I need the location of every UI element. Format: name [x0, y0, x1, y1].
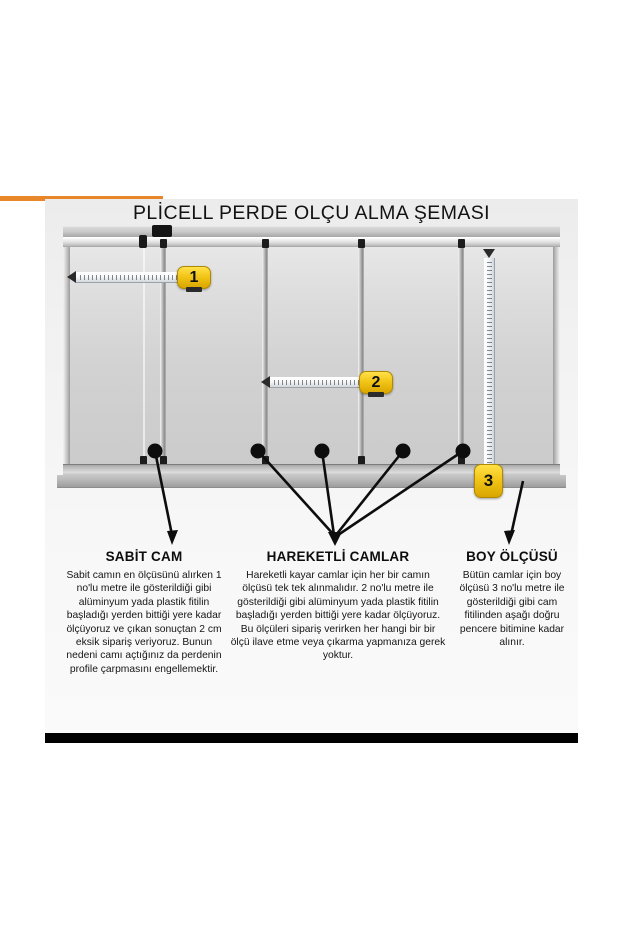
right-jamb	[553, 247, 560, 464]
caption-column-boy-olcusu	[448, 549, 576, 649]
caption-column-sabit-cam	[60, 549, 228, 676]
tape-2-ticks	[274, 380, 360, 385]
badge-3	[474, 464, 503, 498]
sliding-glass-door-diagram	[55, 226, 568, 506]
mullion-2	[262, 247, 268, 464]
badge-2-foot	[368, 392, 384, 397]
callout-arrow-sabit	[167, 530, 178, 545]
badge-2-label: 2	[371, 374, 381, 391]
roller-clip-top-3	[358, 239, 365, 248]
tape-3-ticks	[487, 262, 492, 465]
diagram-content-panel	[45, 199, 578, 737]
top-hinge-block	[152, 225, 172, 237]
top-carrier-bracket	[139, 235, 147, 248]
black-footer-bar	[45, 733, 578, 743]
tape-measure-1-blade	[76, 272, 180, 283]
tape-2-arrow	[261, 376, 270, 388]
caption-column-hareketli-camlar	[230, 549, 446, 663]
badge-1-label: 1	[189, 269, 199, 286]
mullion-4	[458, 247, 464, 464]
roller-clip-top-2	[262, 239, 269, 248]
badge-2	[359, 371, 393, 394]
caption-body-sabit-cam: Sabit camın en ölçüsünü alırken 1 no'lu metre ile gösterildiği gibi alüminyum yada plastik fitilin başladığı yerden bittiği yere kadar ölçüyoruz ve çıkan sonuçtan 2 cm eksik sipariş veriyoruz. Bunun nedeni camı açtığınız da perdenin profile çarpmasını engellemektir.	[66, 570, 222, 675]
callout-arrow-boy	[504, 530, 515, 545]
caption-heading-sabit-cam: SABİT CAM	[105, 549, 183, 564]
tape-3-arrow	[483, 249, 495, 258]
roller-clip-top-1	[160, 239, 167, 248]
tape-measure-2-blade	[270, 377, 362, 388]
caption-heading-boy-olcusu: BOY ÖLÇÜSÜ	[466, 549, 558, 564]
tape-1-arrow	[67, 271, 76, 283]
tape-1-ticks	[80, 275, 178, 280]
mullion-3	[358, 247, 364, 464]
tape-measure-3-blade	[484, 258, 495, 467]
page-title: PLİCELL PERDE OLÇU ALMA ŞEMASI	[133, 202, 490, 224]
caption-body-hareketli-camlar: Hareketli kayar camlar için her bir camın ölçüsü tek tek alınmalıdır. 2 no'lu metre ile gösterildiği gibi alüminyum yada plastik fitilin başladığı yerden bittiği yere kadar ölçüyoruz. Bu ölçüleri sipariş verirken her hangi bir bir ölçü ilave etme veya çıkarma yapmanıza gerek yoktur.	[230, 570, 446, 662]
caption-heading-hareketli-camlar: HAREKETLİ CAMLAR	[266, 549, 410, 564]
badge-1-foot	[186, 287, 202, 292]
roller-clip-top-4	[458, 239, 465, 248]
badge-3-label: 3	[483, 471, 494, 490]
caption-body-boy-olcusu: Bütün camlar için boy ölçüsü 3 no'lu metre ile gösterildiği gibi cam fitilinden aşağı doğru pencere bitimine kadar alınır.	[459, 570, 565, 649]
callout-arrow-hareketli	[328, 532, 342, 546]
badge-1	[177, 266, 211, 289]
